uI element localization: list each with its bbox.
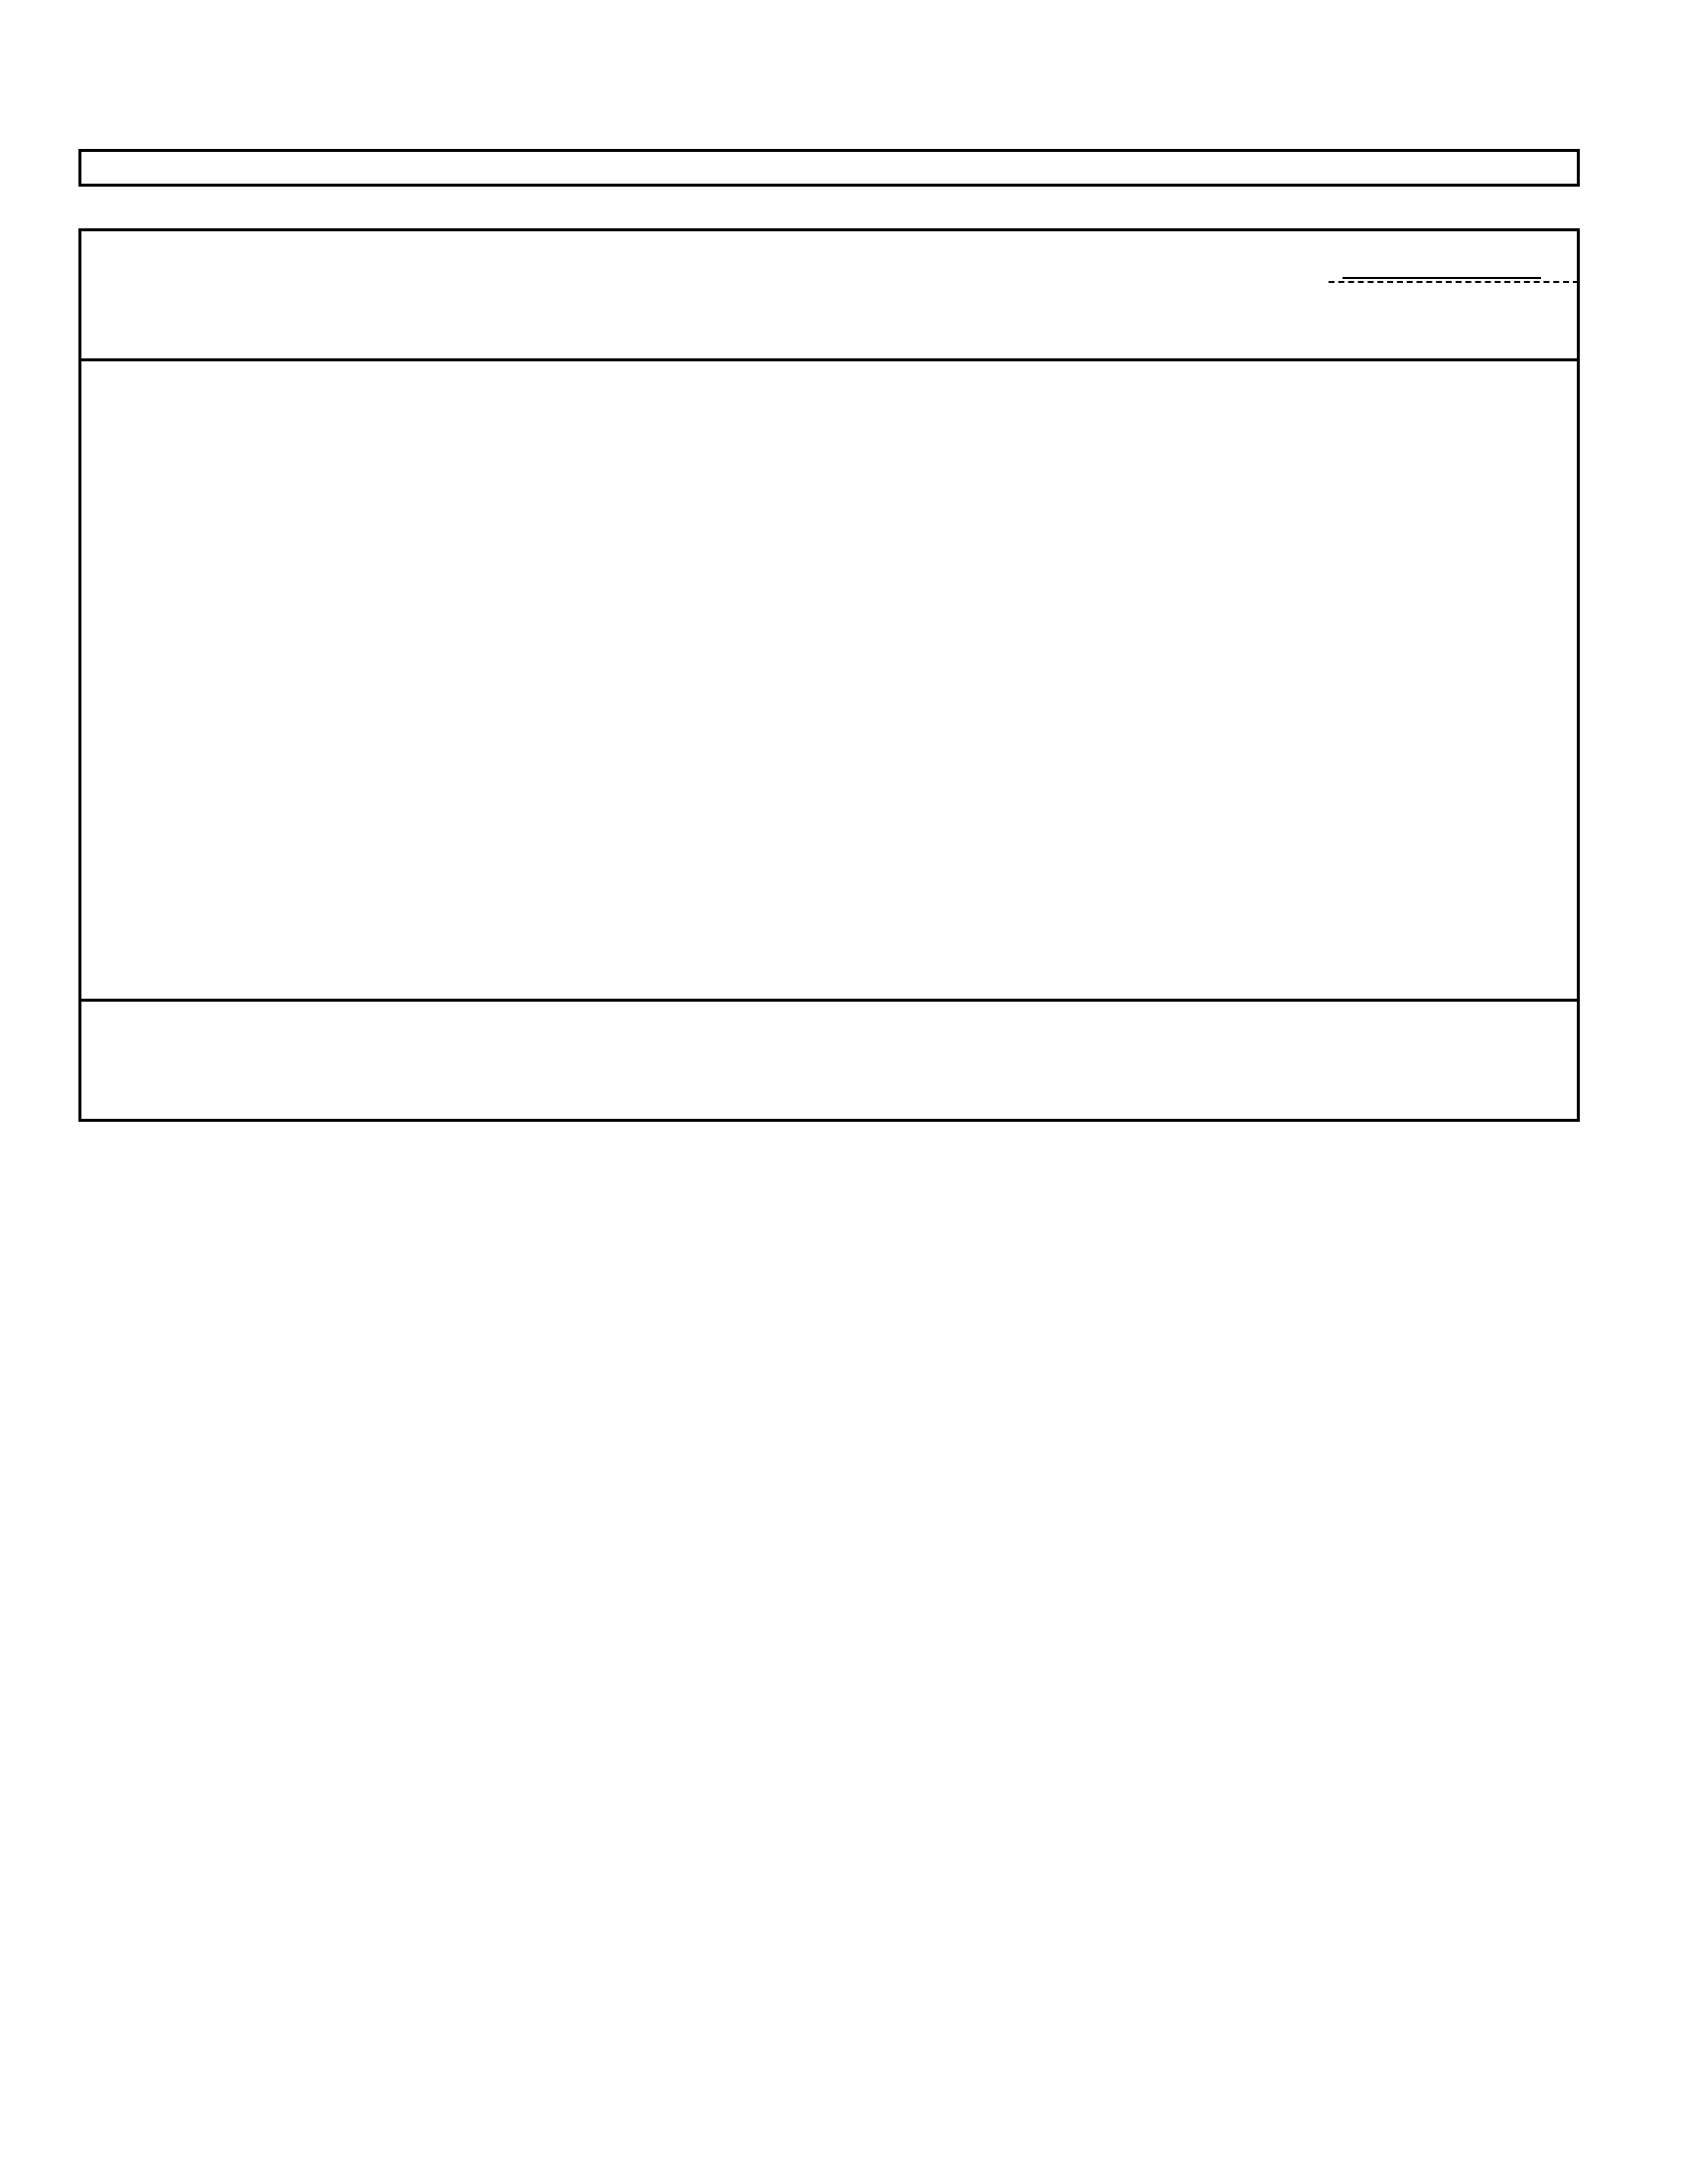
header-divider <box>81 358 1577 361</box>
average-yield-dashes <box>1329 281 1579 283</box>
stats-divider <box>81 999 1577 1002</box>
results-table <box>78 228 1580 1122</box>
average-yield-underline <box>1342 277 1541 279</box>
report-title-bar <box>78 149 1580 187</box>
